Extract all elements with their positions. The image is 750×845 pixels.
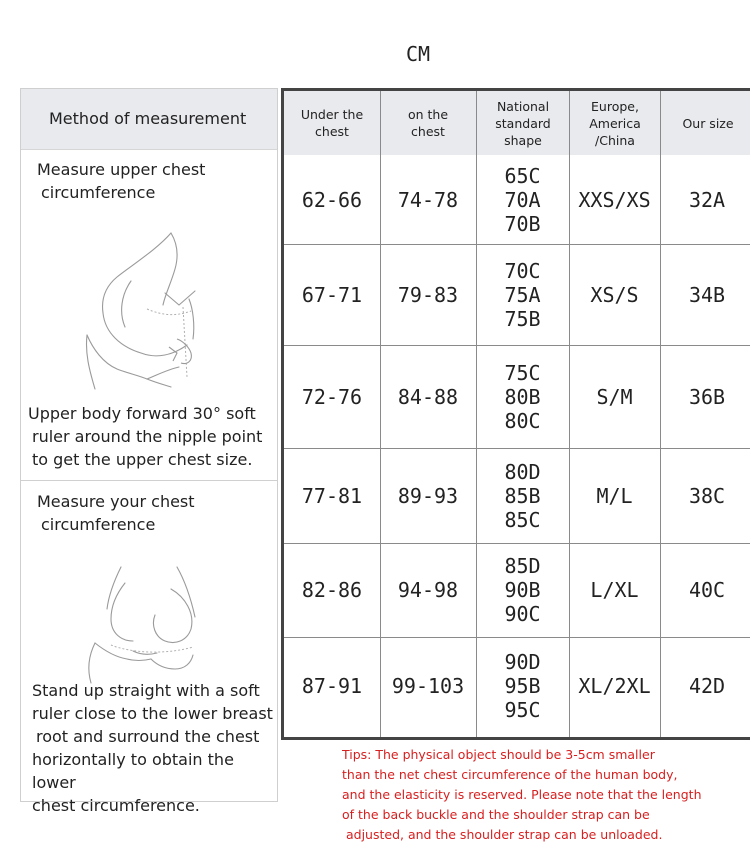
cell-national-shapes: [476, 345, 569, 448]
header-on-chest: [380, 91, 476, 155]
header-under-chest: [284, 91, 380, 155]
upper-chest-title-line: Measure upper chest: [37, 160, 206, 179]
shape-value: 65C: [504, 163, 541, 188]
measurement-method-panel: [20, 88, 278, 815]
chest-title: [37, 490, 195, 536]
header-our-size: [662, 91, 750, 155]
unit-label: CM: [405, 42, 431, 66]
shape-value: 70C: [504, 258, 541, 283]
tips-line: than the net chest circumference of the human body,: [342, 767, 678, 782]
tips-note: [342, 745, 737, 845]
shape-value: 85B: [504, 483, 541, 508]
tips-line: Tips: The physical object should be 3-5cm smaller: [342, 747, 655, 762]
cell-eu-size: XS/S: [590, 282, 639, 307]
header-europe-america-china: [567, 91, 663, 155]
upper-chest-desc-line: to get the upper chest size.: [32, 450, 253, 469]
shape-value: 95B: [504, 673, 541, 698]
chest-description: [32, 679, 277, 817]
shape-value: 95C: [504, 697, 541, 722]
chest-title-line: Measure your chest: [37, 492, 195, 511]
chest-desc-line: chest circumference.: [32, 796, 200, 815]
cell-eu-size: M/L: [596, 483, 633, 508]
chest-desc-line: root and surround the chest: [36, 727, 260, 746]
shape-value: 70A: [504, 187, 541, 212]
header-line: chest: [315, 124, 349, 139]
header-line: Europe, America: [589, 98, 641, 131]
cell-eu-size: XL/2XL: [578, 673, 651, 698]
header-line: standard shape: [495, 115, 551, 148]
chest-desc-line: Stand up straight with a soft: [32, 681, 260, 700]
tips-line: adjusted, and the shoulder strap can be unloaded.: [342, 827, 663, 842]
cell-under-chest: 82-86: [301, 578, 363, 602]
cell-under-chest: 87-91: [301, 673, 363, 698]
shape-value: 70B: [504, 211, 541, 236]
header-line: Under the: [300, 107, 364, 122]
cell-national-shapes: [476, 448, 569, 543]
upper-chest-desc-line: ruler around the nipple point: [32, 427, 263, 446]
shape-value: 90D: [504, 649, 541, 674]
cell-national-shapes: [476, 155, 569, 244]
cell-on-chest: 99-103: [391, 673, 465, 698]
header-national-standard: [476, 91, 570, 155]
cell-our-size: 32A: [688, 187, 726, 212]
cell-our-size: 34B: [688, 282, 726, 307]
header-line: Our size: [682, 115, 734, 131]
upper-chest-desc-line: Upper body forward 30° soft: [28, 404, 256, 423]
cell-under-chest: 72-76: [301, 384, 363, 409]
method-header-text: Method of measurement: [49, 109, 247, 128]
cell-under-chest: 67-71: [301, 282, 363, 307]
shape-value: 85C: [504, 507, 541, 532]
size-table: [281, 88, 750, 740]
header-line: on the: [407, 107, 449, 122]
shape-value: 85D: [504, 554, 541, 578]
cell-our-size: 40C: [688, 578, 726, 602]
cell-on-chest: 89-93: [397, 483, 459, 508]
shape-value: 75B: [504, 306, 541, 331]
shape-value: 80B: [504, 384, 541, 409]
chest-desc-line: ruler close to the lower breast: [32, 704, 273, 723]
shape-value: 90C: [504, 602, 541, 626]
header-line: chest: [411, 124, 445, 139]
upper-chest-title-line: circumference: [41, 183, 156, 202]
cell-eu-size: XXS/XS: [578, 187, 651, 212]
tips-line: and the elasticity is reserved. Please note that the length: [342, 787, 702, 802]
cell-on-chest: 94-98: [397, 578, 459, 602]
upper-chest-title: [37, 158, 205, 204]
cell-our-size: 42D: [688, 673, 726, 698]
cell-on-chest: 79-83: [397, 282, 459, 307]
cell-on-chest: 74-78: [397, 187, 459, 212]
cell-our-size: 36B: [688, 384, 726, 409]
cell-under-chest: 77-81: [301, 483, 363, 508]
shape-value: 80C: [504, 408, 541, 433]
cell-our-size: 38C: [688, 483, 726, 508]
chest-measure-illustration: [81, 559, 221, 689]
shape-value: 90B: [504, 578, 541, 602]
panel-divider: [21, 480, 277, 481]
chest-title-line: circumference: [41, 515, 156, 534]
shape-value: 80D: [504, 459, 541, 484]
chest-desc-line: horizontally to obtain the lower: [32, 750, 234, 792]
cell-national-shapes: [476, 244, 569, 345]
shape-value: 75A: [504, 282, 541, 307]
method-header: [21, 89, 277, 150]
header-line: National: [496, 98, 550, 114]
cell-eu-size: S/M: [596, 384, 633, 409]
upper-chest-description: [28, 402, 262, 471]
cell-on-chest: 84-88: [397, 384, 459, 409]
cell-eu-size: L/XL: [590, 578, 639, 602]
cell-national-shapes: [476, 543, 569, 637]
cell-under-chest: 62-66: [301, 187, 363, 212]
header-line: /China: [595, 132, 635, 148]
shape-value: 75C: [504, 360, 541, 385]
upper-chest-measure-illustration: [61, 229, 211, 394]
cell-national-shapes: [476, 637, 569, 734]
tips-line: of the back buckle and the shoulder strap can be: [342, 807, 650, 822]
